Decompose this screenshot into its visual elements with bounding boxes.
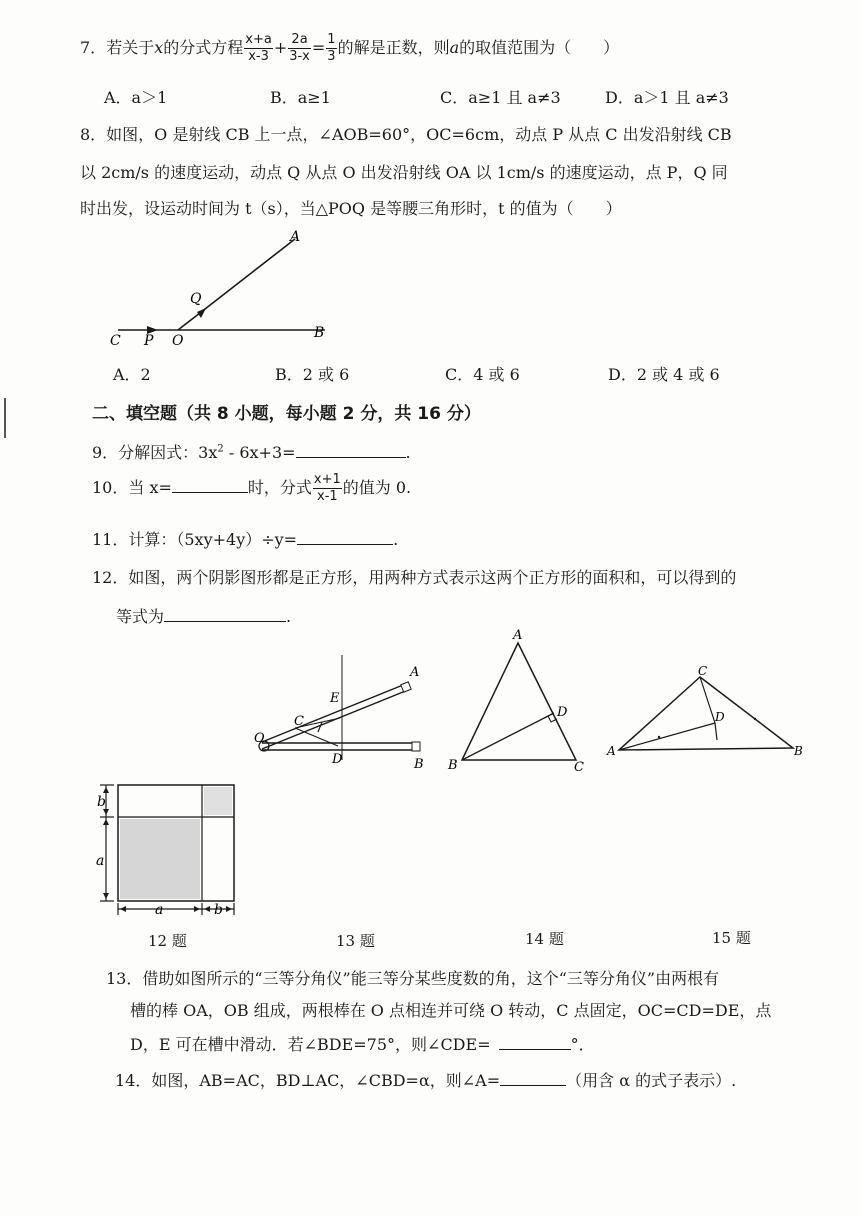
segment-d-tail	[715, 723, 717, 740]
label-e: E	[330, 691, 340, 706]
label-o: O	[254, 731, 265, 746]
label-a: A	[290, 229, 301, 245]
label-b: B	[448, 758, 458, 773]
q8-line-3: 时出发，设运动时间为 t（s），当△POQ 是等腰三角形时，t 的值为（ ）	[80, 199, 622, 218]
q12-answer-blank[interactable]	[164, 607, 286, 622]
label-c: C	[110, 333, 121, 349]
ray-oa	[178, 239, 295, 330]
caption-12: 12 题	[148, 932, 187, 950]
arrow-q-icon	[197, 308, 206, 318]
q7-option-b: B．a≥1	[270, 88, 331, 107]
q14-answer-blank[interactable]	[500, 1071, 566, 1086]
q8-figure	[100, 225, 340, 350]
label-b: B	[794, 744, 803, 758]
q14-stem: 14．如图，AB=AC，BD⊥AC，∠CBD=α，则∠A= （用含 α 的式子表示）.	[115, 1071, 737, 1090]
q7-option-d: D．a＞1 且 a≠3	[605, 88, 729, 107]
label-a-horizontal: a	[155, 902, 164, 918]
q9-stem: 9．分解因式：$3x^2 - 6x+3=$ .	[92, 443, 411, 462]
q7-fraction-1: $\frac{x+a}{x-3}$	[245, 32, 272, 64]
q8-option-a: A．2	[113, 365, 151, 384]
q7-option-c: C．a≥1 且 a≠3	[440, 88, 561, 107]
label-b: B	[414, 757, 424, 772]
triangle-abc	[462, 643, 576, 760]
caption-14: 14 题	[525, 930, 564, 948]
fig13-trisector	[250, 650, 440, 775]
label-a-vertical: a	[96, 853, 105, 869]
label-a: A	[410, 665, 420, 680]
q10-answer-blank[interactable]	[172, 478, 248, 493]
label-d: D	[557, 705, 568, 720]
caption-15: 15 题	[712, 929, 751, 947]
label-b: B	[314, 325, 325, 341]
fig12-squares	[92, 775, 252, 920]
q11-stem: 11．计算：（5xy+4y）÷y= .	[92, 530, 399, 549]
label-o: O	[172, 333, 184, 349]
q13-line-1: 13．借助如图所示的“三等分角仪”能三等分某些度数的角，这个“三等分角仪”由两根有	[106, 969, 720, 988]
label-a: A	[607, 744, 616, 758]
fig14-triangle	[440, 625, 600, 775]
label-q: Q	[190, 291, 202, 307]
q12-line-1: 12．如图，两个阴影图形都是正方形，用两种方式表示这两个正方形的面积和，可以得到的	[92, 568, 737, 587]
label-p: P	[144, 333, 154, 349]
q12-line-2: 等式为 .	[116, 607, 292, 626]
margin-mark	[4, 398, 6, 438]
shaded-square-b	[204, 787, 232, 815]
label-c: C	[294, 714, 304, 729]
q8-option-d: D．2 或 4 或 6	[608, 365, 720, 384]
fig15-triangle	[605, 665, 810, 765]
label-c: C	[698, 665, 708, 678]
caption-13: 13 题	[336, 932, 375, 950]
label-d: D	[715, 710, 725, 724]
q8-line-2: 以 2cm/s 的速度运动，动点 Q 从点 O 出发沿射线 OA 以 1cm/s 的速度运动，点 P，Q 同	[80, 163, 728, 182]
q8-line-1: 8．如图，O 是射线 CB 上一点，∠AOB=60°，OC=6cm，动点 P 从点 C 出发沿射线 CB	[80, 125, 732, 144]
label-d: D	[332, 752, 343, 767]
segment-cd	[700, 677, 715, 723]
shaded-square-a	[120, 819, 200, 899]
q8-option-c: C．4 或 6	[445, 365, 520, 384]
label-b-vertical: b	[97, 794, 106, 810]
section-2-title: 二、填空题（共 8 小题，每小题 2 分，共 16 分）	[92, 404, 481, 424]
q13-answer-blank[interactable]	[499, 1035, 571, 1050]
q7-stem: 7．若关于x的分式方程 $\frac{x+a}{x-3}$ + $\frac{2a}{3-x}$ = $\frac{1}{3}$ 的解是正数，则a的取值范围为（ ）	[80, 32, 620, 64]
triangle-abc	[619, 677, 793, 750]
q10-stem: 10．当 x= 时，分式 $\frac{x+1}{x-1}$ 的值为 0.	[92, 472, 412, 504]
q10-fraction: $\frac{x+1}{x-1}$	[313, 472, 341, 504]
segment-bd	[462, 713, 554, 760]
label-b-horizontal: b	[214, 902, 223, 918]
q7-option-a: A．a＞1	[104, 88, 168, 107]
q9-answer-blank[interactable]	[296, 443, 406, 458]
q13-line-2: 槽的棒 OA，OB 组成，两根棒在 O 点相连并可绕 O 转动，C 点固定，OC=CD=DE，点	[130, 1001, 772, 1020]
q8-option-b: B．2 或 6	[275, 365, 350, 384]
q7-fraction-3: $\frac{1}{3}$	[327, 32, 336, 64]
q13-line-3: D，E 可在槽中滑动．若∠BDE=75°，则∠CDE= °．	[130, 1035, 595, 1054]
q11-answer-blank[interactable]	[297, 530, 393, 545]
label-a: A	[513, 628, 523, 643]
q7-fraction-2: $\frac{2a}{3-x}$	[289, 32, 310, 64]
label-c: C	[574, 760, 584, 775]
